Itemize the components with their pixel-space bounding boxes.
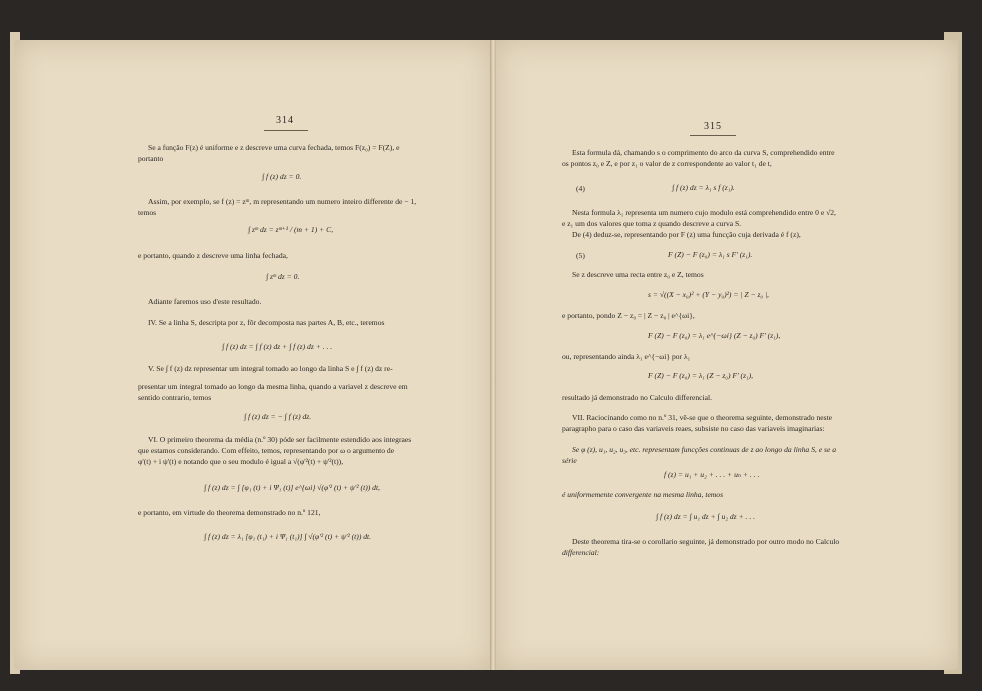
text-line: Se φ (z), u₁, u₂, u₃, etc. representam funcções continuas de z ao longo da linha S, e se a bbox=[572, 445, 837, 454]
text-line: Esta formula dá, chamando s o comprimento do arco da curva S, comprehendido entre bbox=[572, 148, 835, 157]
text-line: portanto bbox=[138, 154, 164, 163]
equation-number: (5) bbox=[576, 251, 585, 260]
text-line: IV. Se a linha S, descripta por z, fôr decomposta nas partes A, B, etc., teremos bbox=[148, 318, 385, 327]
right-page bbox=[496, 40, 958, 670]
left-page bbox=[14, 40, 492, 670]
text-line: Se a função F(z) é uniforme e z descreve uma curva fechada, temos F(z₀) = F(Z), e bbox=[148, 143, 400, 152]
text-line: resultado já demonstrado no Calculo differencial. bbox=[562, 393, 712, 402]
equation: s = √((X − x₀)² + (Y − y₀)²) = | Z − z₀ |, bbox=[648, 290, 769, 299]
text-line: Deste theorema tira-se o corollario seguinte, já demonstrado por outro modo no Calculo bbox=[572, 537, 840, 546]
page-number-rule bbox=[690, 135, 736, 136]
text-line: ou, representando ainda λ₁ e^{−ωi} por λ₁ bbox=[562, 352, 691, 361]
text-line: temos bbox=[138, 208, 157, 217]
text-line: é uniformemente convergente na mesma linha, temos bbox=[562, 490, 724, 499]
equation: F (Z) − F (z₀) = λ₁ (Z − z₀) F' (z₁), bbox=[648, 371, 754, 380]
text-line: sentido contrario, temos bbox=[138, 393, 212, 402]
text-line: e portanto, quando z descreve uma linha fechada, bbox=[138, 251, 288, 260]
equation: ∫ zᵐ dz = zᵐ⁺¹ / (m + 1) + C, bbox=[248, 225, 334, 234]
text-line: differencial: bbox=[562, 548, 600, 557]
text-line: VII. Raciocinando como no n.º 31, vê-se que o theorema seguinte, demonstrado neste bbox=[572, 413, 833, 422]
text-line: Adiante faremos uso d'este resultado. bbox=[148, 297, 262, 306]
text-line: que estamos considerando. Com effeito, temos, representando por ω o argumento de bbox=[138, 446, 395, 455]
text-line: De (4) deduz-se, representando por F (z) uma funcção cuja derivada é f (z), bbox=[572, 230, 801, 239]
equation: ∫ f (z) dz = ∫ u₁ dz + ∫ u₂ dz + . . . bbox=[656, 512, 756, 521]
equation: f (z) = u₁ + u₂ + . . . + uₙ + . . . bbox=[664, 470, 760, 479]
equation: ∫ f (z) dz = λ₁ s f (z₁). bbox=[672, 183, 735, 192]
page-number-rule bbox=[264, 130, 308, 131]
text-line: V. Se ∫ f (z) dz representar um integral tomado ao longo da linha S e ∫ f (z) dz re- bbox=[148, 364, 393, 373]
equation: F (Z) − F (z₀) = λ₁ s F' (z₁). bbox=[668, 250, 753, 259]
page-number-left: 314 bbox=[276, 115, 294, 126]
text-line: Nesta formula λ₁ representa um numero cujo modulo está comprehendido entre 0 e √2, bbox=[572, 208, 836, 217]
text-line: e z₁ um dos valores que toma z quando descreve a curva S. bbox=[562, 219, 742, 228]
equation: ∫ f (z) dz = λ₁ [φ₁ (t₁) + i Ψ₁ (t₁)] ∫ √(φ'² (t) + ψ'² (t)) dt. bbox=[204, 532, 372, 541]
text-line: série bbox=[562, 456, 577, 465]
text-line: VI. O primeiro theorema da média (n.º 30) póde ser facilmente estendido aos integraes bbox=[148, 435, 412, 444]
text-line: φ'(t) + i ψ'(t) e notando que o seu modulo é igual a √(φ'²(t) + ψ'²(t)), bbox=[138, 457, 344, 466]
text-line: e portanto, em virtude do theorema demonstrado no n.º 121, bbox=[138, 508, 321, 517]
equation: ∫ zᵐ dz = 0. bbox=[266, 272, 300, 281]
equation: F (Z) − F (z₀) = λ₁ e^{−ωi} (Z − z₀) F' (z₁), bbox=[648, 331, 781, 340]
text-line: presentar um integral tomado ao longo da mesma linha, quando a variavel z descreve em bbox=[138, 382, 408, 391]
text-line: e portanto, pondo Z − z₀ = | Z − z₀ | e^{ωi}, bbox=[562, 311, 695, 320]
text-line: Assim, por exemplo, se f (z) = zᵐ, m representando um numero inteiro differente de − 1, bbox=[148, 197, 417, 206]
text-line: paragrapho para o caso das variaveis reaes, subsiste no caso das variaveis imaginarias: bbox=[562, 424, 825, 433]
equation-number: (4) bbox=[576, 184, 585, 193]
text-line: Se z descreve uma recta entre z₀ e Z, temos bbox=[572, 270, 704, 279]
equation: ∫ f (z) dz = ∫ f (z) dz + ∫ f (z) dz + . . . bbox=[222, 342, 333, 351]
equation: ∫ f (z) dz = ∫ [φ₁ (t) + i Ψ₁ (t)] e^{ωi} √(φ'² (t) + ψ'² (t)) dt, bbox=[204, 483, 380, 492]
page-number-right: 315 bbox=[704, 121, 722, 132]
equation: ∫ f (z) dz = − ∫ f (z) dz. bbox=[244, 412, 312, 421]
equation: ∫ f (z) dz = 0. bbox=[262, 172, 302, 181]
text-line: os pontos z₀ e Z, e por z₁ o valor de z correspondente ao valor t₁ de t, bbox=[562, 159, 772, 168]
